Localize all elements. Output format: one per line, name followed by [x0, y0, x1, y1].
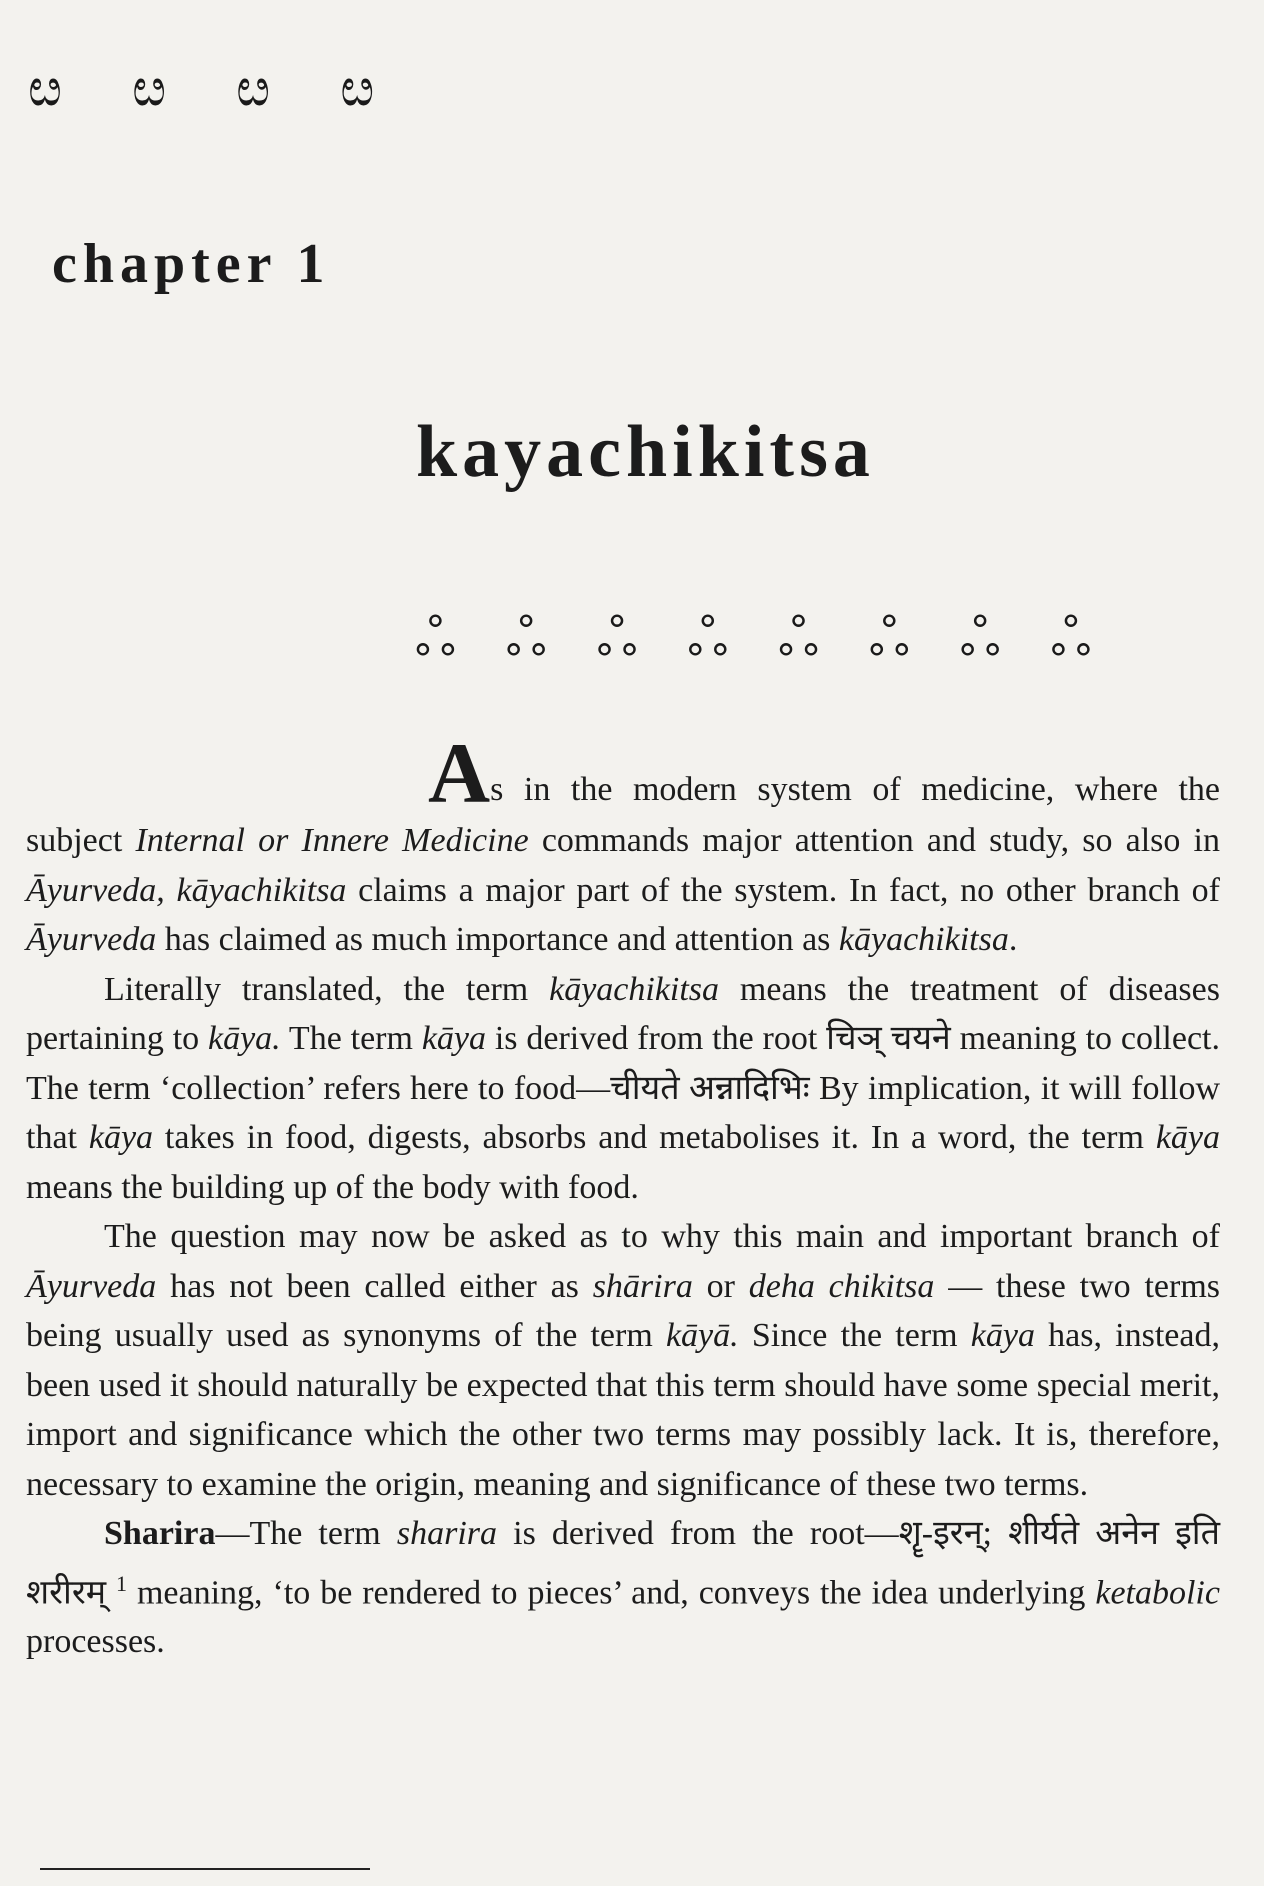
flower-ornament-icon: ஃ	[868, 608, 910, 668]
text-run: Since the term	[738, 1317, 971, 1354]
flower-ornament-icon: ஃ	[596, 608, 638, 668]
flower-ornament-icon: ஃ	[415, 608, 456, 668]
text-run: The term	[280, 1020, 422, 1057]
text-run: processes.	[26, 1623, 165, 1661]
flower-ornament-icon: ஃ	[687, 608, 729, 668]
footnote-rule	[40, 1868, 370, 1870]
flower-ornament-icon: ஃ	[959, 608, 1001, 668]
text-run: is derived from the root चिञ् चयने meaning to collect. The term ‘collection’ refers here to food—चीयते अन्नादिभिः By implication, it will follow that	[26, 1020, 1220, 1156]
text-run-italic: Āyurveda	[26, 921, 157, 958]
text-run: takes in food, digests, absorbs and metabolises it. In a word, the term	[153, 1119, 1156, 1156]
text-run-italic: kāyachikitsa	[549, 970, 720, 1008]
paragraph-4	[26, 1509, 1220, 1667]
paragraph-3	[26, 1212, 1220, 1509]
text-run: is derived from the root—शॄ-इरन्; शीर्यते अनेन इति शरीरम्	[26, 1515, 1220, 1611]
chapter-title: kayachikitsa	[416, 411, 875, 493]
text-run-italic: kāyachikitsa	[838, 921, 1009, 958]
paragraph-2	[26, 965, 1220, 1213]
text-run-italic: ketabolic	[1095, 1573, 1220, 1611]
text-run: .	[1008, 921, 1018, 958]
bottom-ornament-row	[415, 608, 1092, 668]
text-run-italic: Internal or Innere Medicine	[135, 822, 529, 859]
flower-ornament-icon: ೞ	[28, 58, 63, 118]
text-run-italic: shārira	[592, 1267, 693, 1305]
text-run: has claimed as much importance and attention as	[156, 921, 839, 958]
text-run: has, instead, been used it should naturally be expected that this term should have some special merit, import and significance which the other two terms may possibly lack. It is, therefore, necessary to examine the origin, meaning and significance of these two terms.	[26, 1317, 1220, 1503]
text-run-italic: kāyā.	[665, 1317, 739, 1354]
text-run-italic: sharira	[396, 1515, 498, 1552]
text-run-italic: deha chikitsa	[748, 1267, 935, 1305]
text-run-italic: kāya	[1155, 1119, 1220, 1156]
text-run: commands major attention and study, so also in	[528, 822, 1220, 859]
flower-ornament-icon: ஃ	[778, 608, 819, 668]
paragraph-1	[26, 725, 1220, 965]
footnote-marker: 1	[116, 1570, 128, 1596]
text-run: Literally translated, the term	[104, 970, 550, 1008]
text-run: — these two terms being usually used as synonyms of the term	[26, 1267, 1220, 1354]
text-run-italic: kāya	[970, 1317, 1035, 1354]
text-run: means the treatment of diseases pertaining to	[26, 970, 1220, 1057]
text-run: or	[692, 1267, 749, 1305]
text-run: meaning, ‘to be rendered to pieces’ and, conveys the idea underlying	[127, 1573, 1096, 1611]
text-run-italic: kāya	[88, 1119, 154, 1156]
text-run: claims a major part of the system. In fact, no other branch of	[346, 871, 1220, 909]
text-run-italic: Āyurveda	[26, 1267, 157, 1305]
text-run: has not been called either as	[156, 1267, 593, 1305]
text-run-italic: Āyurveda, kāyachikitsa	[26, 871, 347, 909]
text-run: s in the modern system of medicine, where the subject	[26, 771, 1220, 859]
text-run: —The term	[215, 1515, 397, 1552]
top-ornament-row	[28, 58, 375, 118]
drop-cap: A	[428, 725, 491, 821]
text-run-bold: Sharira	[104, 1515, 216, 1552]
text-run: means the building up of the body with food.	[26, 1168, 639, 1206]
text-run: The question may now be asked as to why this main and important branch of	[104, 1218, 1220, 1255]
chapter-number: chapter 1	[52, 233, 331, 295]
text-run-italic: kāya	[421, 1020, 486, 1057]
text-run-italic: kāya.	[208, 1020, 281, 1057]
flower-ornament-icon: ೞ	[340, 58, 375, 118]
flower-ornament-icon: ೞ	[236, 58, 271, 118]
flower-ornament-icon: ஃ	[1050, 608, 1092, 668]
body-text	[26, 725, 1220, 1667]
flower-ornament-icon: ೞ	[132, 58, 167, 118]
flower-ornament-icon: ஃ	[505, 608, 547, 668]
